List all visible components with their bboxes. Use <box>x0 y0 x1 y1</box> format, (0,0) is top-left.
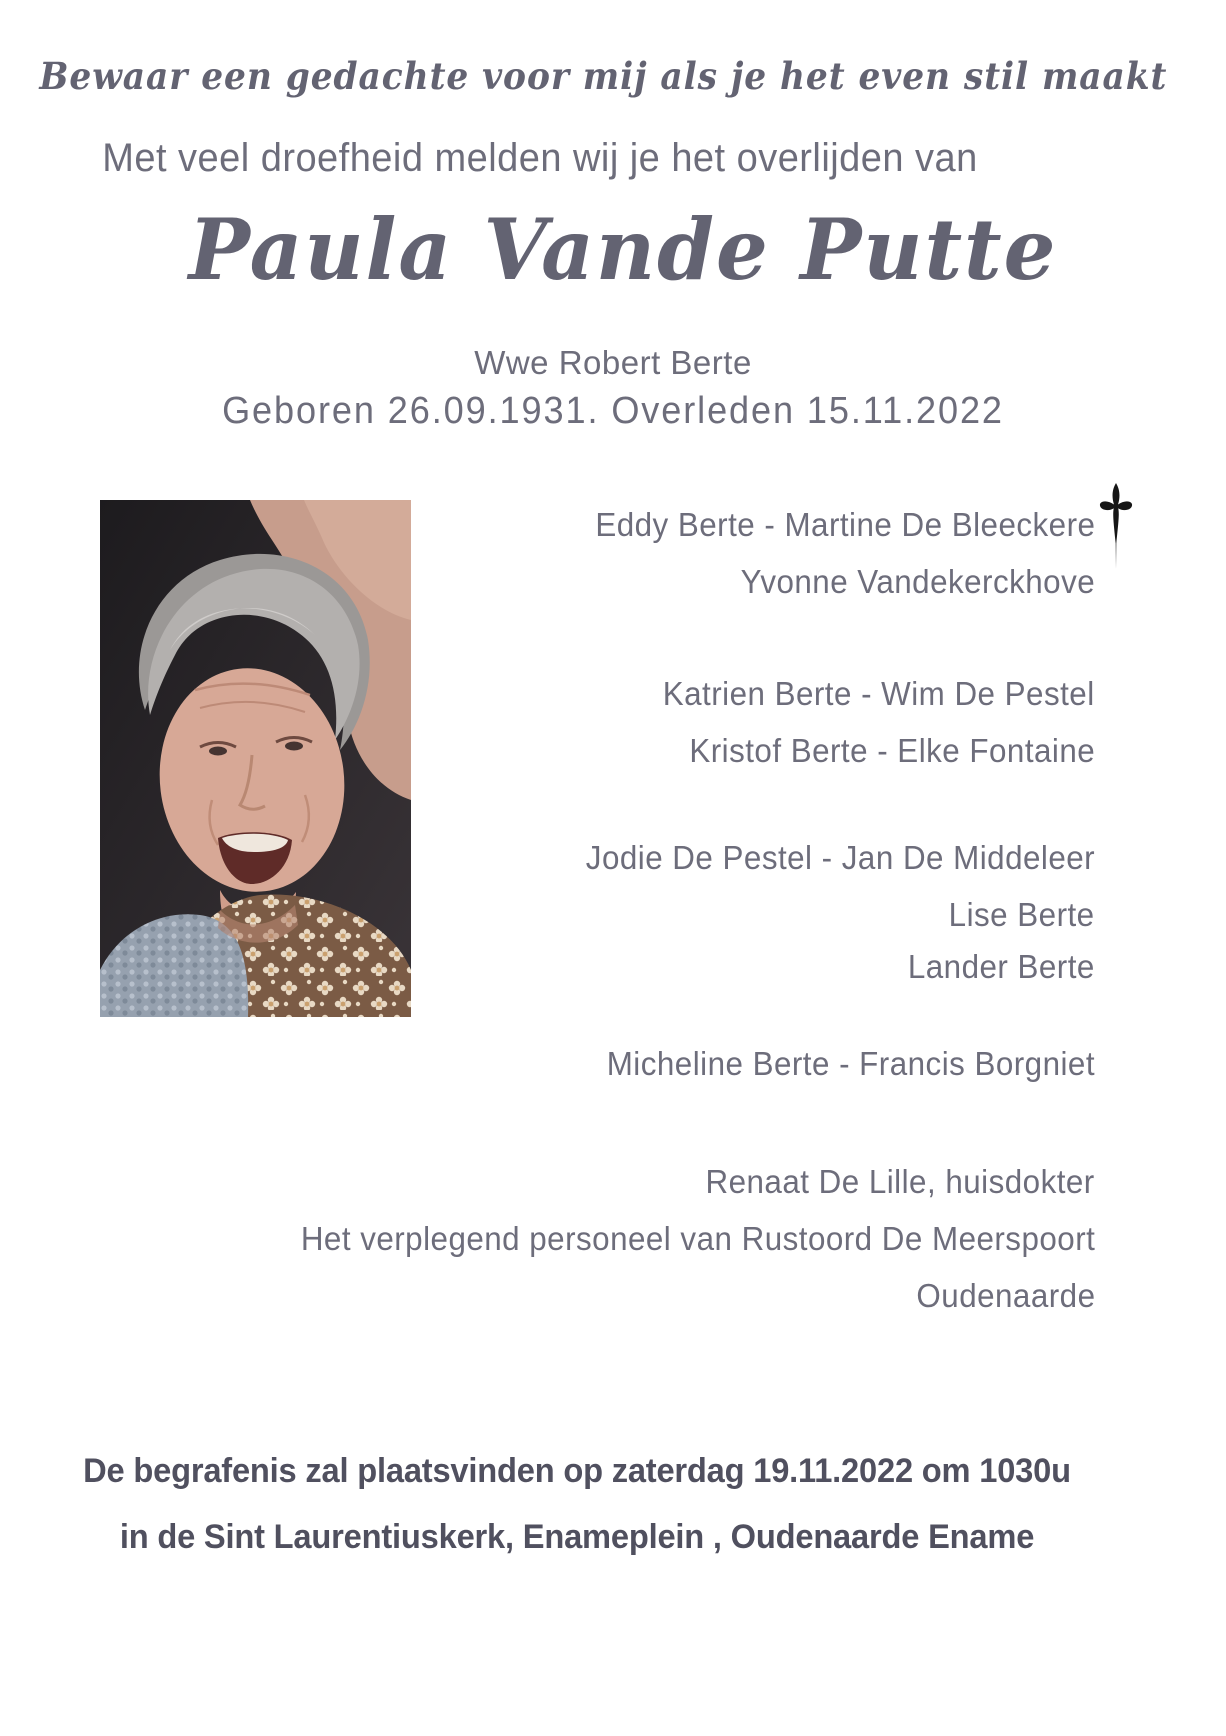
family-line: Eddy Berte - Martine De Bleeckere <box>594 506 1095 543</box>
funeral-details <box>38 1438 1115 1570</box>
family-line: Yvonne Vandekerckhove <box>740 563 1095 600</box>
family-line: Renaat De Lille, huisdokter <box>705 1163 1095 1200</box>
family-line: Lander Berte <box>908 948 1095 985</box>
family-line: Kristof Berte - Elke Fontaine <box>689 732 1095 769</box>
family-line: Katrien Berte - Wim De Pestel <box>663 675 1095 712</box>
family-line: Het verplegend personeel van Rustoord De Meerspoort <box>300 1220 1095 1257</box>
portrait-illustration <box>100 500 411 1017</box>
funeral-details-line2: in de Sint Laurentiuskerk, Enameplein , Oudenaarde Ename <box>119 1518 1035 1556</box>
family-line: Jodie De Pestel - Jan De Middeleer <box>585 839 1095 876</box>
deceased-portrait-photo <box>100 500 411 1017</box>
funeral-details-line1: De begrafenis zal plaatsvinden op zaterdag 19.11.2022 om 1030u <box>83 1452 1071 1490</box>
deceased-relation: Wwe Robert Berte <box>474 344 752 381</box>
deceased-cross-icon <box>1097 482 1135 570</box>
deceased-name: Paula Vande Putte <box>188 200 1058 299</box>
memorial-quote: Bewaar een gedachte voor mij als je het even stil maakt <box>39 54 1168 98</box>
announcement-intro: Met veel droefheid melden wij je het overlijden van <box>102 136 978 180</box>
family-line: Oudenaarde <box>915 1277 1095 1314</box>
birth-death-dates: Geboren 26.09.1931. Overleden 15.11.2022 <box>222 390 1004 432</box>
family-line: Lise Berte <box>949 896 1095 933</box>
family-line: Micheline Berte - Francis Borgniet <box>606 1045 1095 1082</box>
